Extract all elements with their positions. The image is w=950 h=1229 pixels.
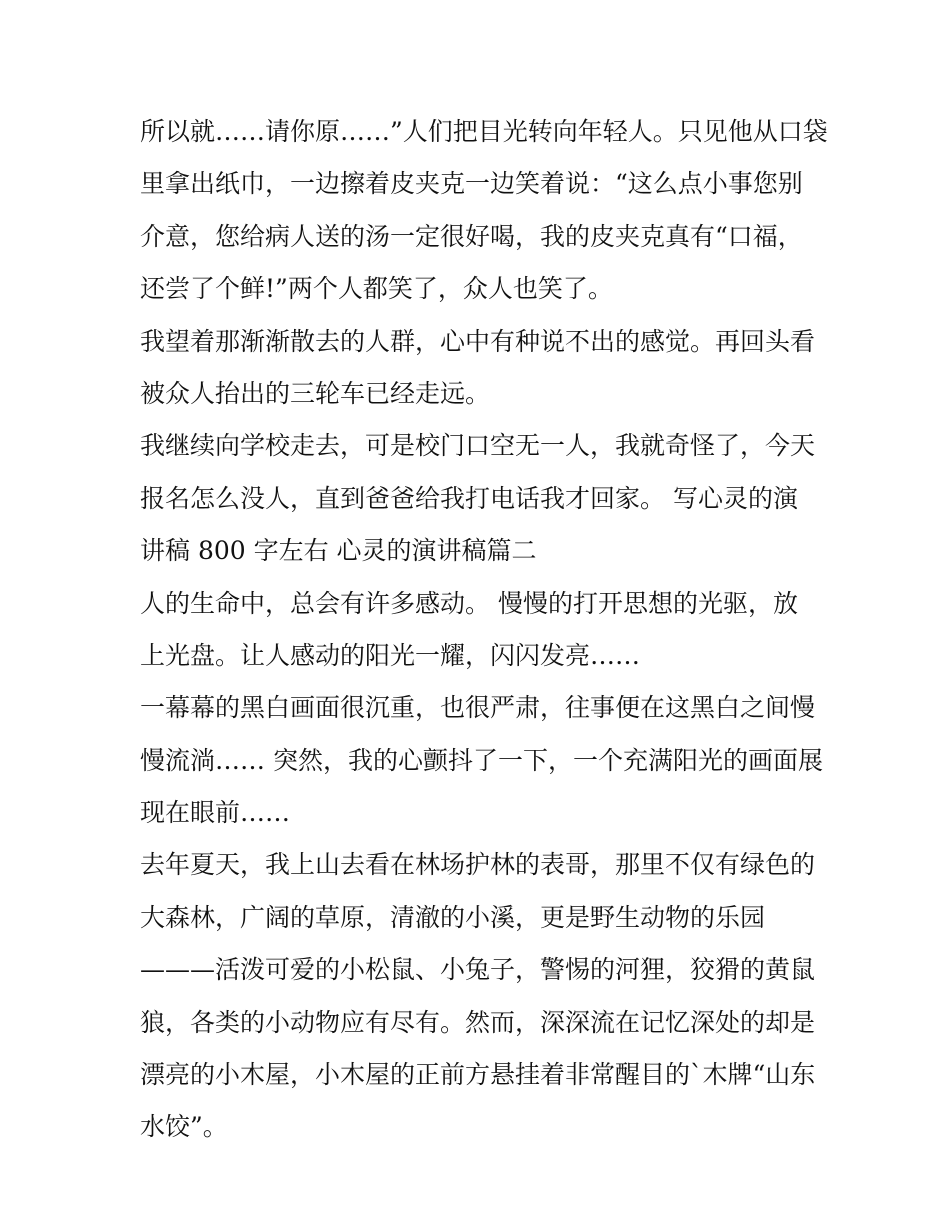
text-line: 报名怎么没人，直到爸爸给我打电话我才回家。 写心灵的演: [140, 483, 798, 513]
text-line: 慢流淌…… 突然，我的心颤抖了一下，一个充满阳光的画面展: [140, 745, 823, 775]
text-line: 水饺”。: [140, 1112, 228, 1142]
text-line: 我望着那渐渐散去的人群，心中有种说不出的感觉。再回头看: [140, 326, 816, 356]
text-line: 被众人抬出的三轮车已经走远。: [140, 378, 491, 408]
text-line: 我继续向学校走去，可是校门口空无一人，我就奇怪了，今天: [140, 431, 816, 461]
text-line: 狼，各类的小动物应有尽有。然而，深深流在记忆深处的却是: [140, 1007, 816, 1037]
text-line: 里拿出纸巾，一边擦着皮夹克一边笑着说：“这么点小事您别: [140, 169, 803, 199]
text-line: ———活泼可爱的小松鼠、小兔子，警惕的河狸，狡猾的黄鼠: [140, 955, 816, 985]
text-line: 现在眼前……: [140, 798, 291, 828]
text-line: 大森林，广阔的草原，清澈的小溪，更是野生动物的乐园: [140, 902, 766, 932]
text-line: 一幕幕的黑白画面很沉重，也很严肃，往事便在这黑白之间慢: [140, 693, 816, 723]
text-line: 讲稿 800 字左右 心灵的演讲稿篇二: [140, 536, 537, 566]
document-body: [140, 106, 828, 1154]
text-line: 还尝了个鲜!”两个人都笑了，众人也笑了。: [140, 274, 613, 304]
text-line: 漂亮的小木屋，小木屋的正前方悬挂着非常醒目的`木牌“山东: [140, 1060, 816, 1090]
text-line: 所以就……请你原……”人们把目光转向年轻人。只见他从口袋: [140, 117, 828, 146]
text-line: 上光盘。让人感动的阳光一耀，闪闪发亮……: [140, 640, 641, 670]
text-line: 介意，您给病人送的汤一定很好喝，我的皮夹克真有“口福，: [140, 221, 803, 251]
text-line: 人的生命中，总会有许多感动。 慢慢的打开思想的光驱，放: [140, 588, 798, 618]
text-line: 去年夏天，我上山去看在林场护林的表哥，那里不仅有绿色的: [140, 850, 816, 880]
